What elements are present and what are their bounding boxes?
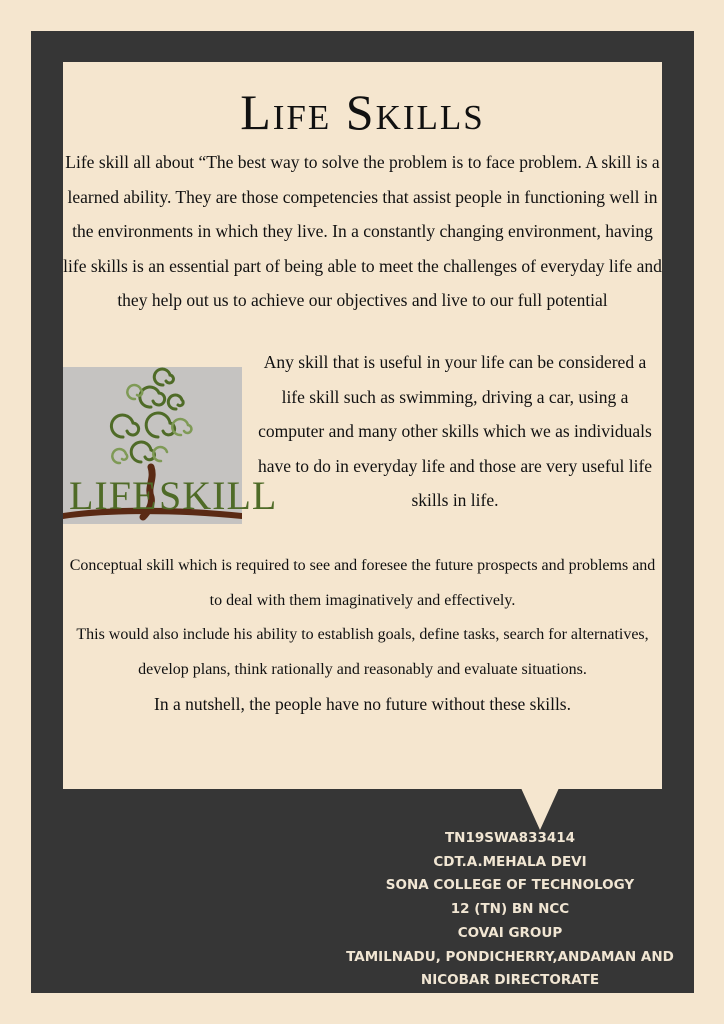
- body-paragraph: Conceptual skill which is required to see and foresee the future prospects and problems and to deal with them imaginatively and effectively.: [69, 557, 656, 609]
- author-line: TN19SWA833414: [444, 830, 576, 846]
- author-line: SONA COLLEGE OF TECHNOLOGY: [385, 877, 635, 894]
- page-title: Life Skills: [240, 84, 485, 140]
- logo-text-left: LIFE: [69, 473, 158, 518]
- body-paragraphs: [63, 549, 662, 722]
- author-line: NICOBAR DIRECTORATE: [420, 972, 600, 989]
- intro-text: Life skill all about “The best way to solve the problem is to face problem. A skill is a learned ability. They are those competencies that assist people in functioning well in the environments in which they live. In a constantly changing environment, having life skills is an essential part of being able to meet the challenges of everyday life and they help out us to achieve our objectives and live to our full potential: [63, 152, 662, 310]
- intro-paragraph: [63, 145, 662, 318]
- body-paragraph: This would also include his ability to establish goals, define tasks, search for alternatives, develop plans, think rationally and reasonably and evaluate situations.: [76, 626, 649, 678]
- speech-bubble-pointer: [521, 788, 559, 830]
- author-line: TAMILNADU, PONDICHERRY,ANDAMAN AND: [346, 948, 674, 965]
- tree-with-spirals-icon: [63, 367, 278, 524]
- author-line: CDT.A.MEHALA DEVI: [433, 853, 587, 870]
- author-line: COVAI GROUP: [457, 924, 563, 941]
- side-paragraph: [250, 345, 660, 518]
- logo-text-right: SKILL: [159, 473, 278, 518]
- author-line: 12 (TN) BN NCC: [450, 901, 570, 918]
- life-skill-logo: [63, 367, 278, 524]
- body-paragraph: In a nutshell, the people have no future without these skills.: [154, 694, 571, 714]
- side-text: Any skill that is useful in your life can be considered a life skill such as swimming, driving a car, using a computer and many other skills which we as individuals have to do in everyday life and those are very useful life skills in life.: [257, 352, 653, 510]
- author-block: [320, 827, 700, 993]
